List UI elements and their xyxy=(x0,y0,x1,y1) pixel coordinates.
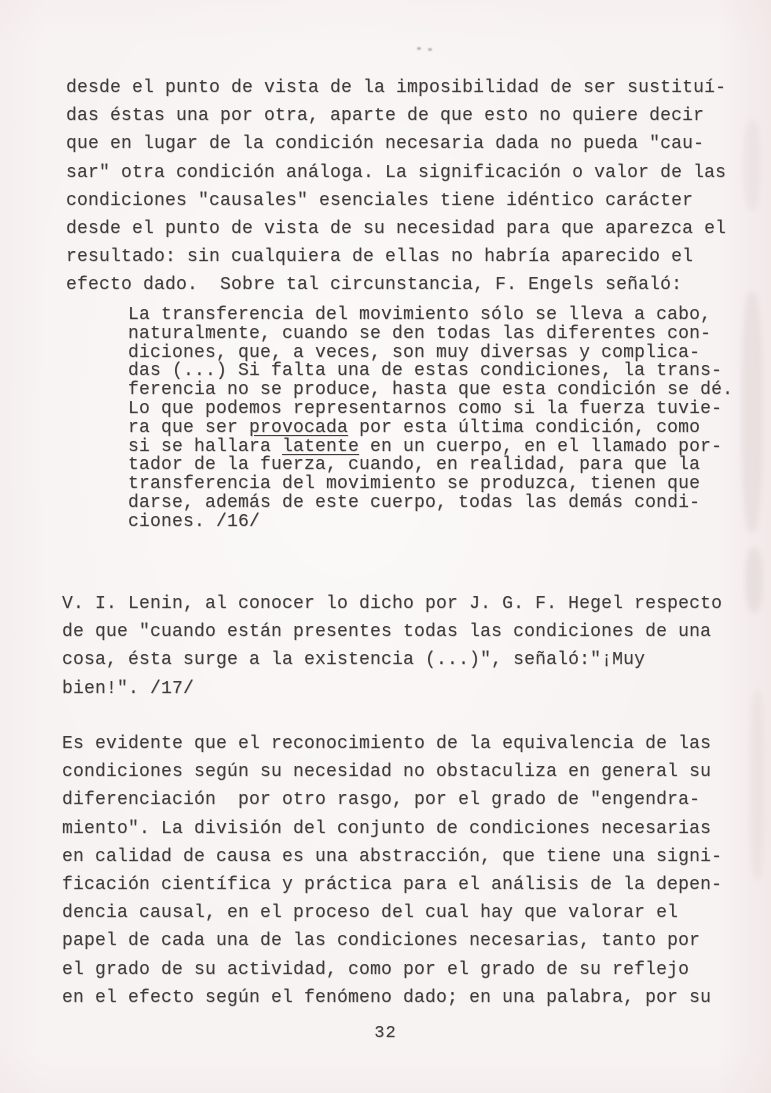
scan-bleedthrough-smudge xyxy=(750,690,764,880)
text-line: desde el punto de vista de su necesidad para que aparezca el xyxy=(66,218,727,239)
text-line: dencia causal, en el proceso del cual hay que valorar el xyxy=(62,903,679,924)
paragraph-intro xyxy=(66,74,726,300)
text-line: diferenciación por otro rasgo, por el grado de "engendra- xyxy=(62,790,701,811)
text-line: das (...) Si falta una de estas condiciones, la trans- xyxy=(128,361,723,382)
text-line: naturalmente, cuando se den todas las diferentes con- xyxy=(128,323,712,344)
engels-block-quote xyxy=(128,306,733,532)
text-line: de que "cuando están presentes todas las condiciones de una xyxy=(62,622,712,643)
text-line: sar" otra condición análoga. La significación o valor de las xyxy=(66,162,727,183)
text-line: ficación científica y práctica para el análisis de la depen- xyxy=(62,874,723,895)
text-line: resultado: sin cualquiera de ellas no habría aparecido el xyxy=(66,247,694,268)
scan-bleedthrough-smudge xyxy=(746,548,762,612)
text-line: cosa, ésta surge a la existencia (...)", señaló:"¡Muy xyxy=(62,650,646,671)
text-line: darse, además de este cuerpo, todas las demás condi- xyxy=(128,492,701,513)
text-line: das éstas una por otra, aparte de que esto no quiere decir xyxy=(66,106,705,127)
text-line: en calidad de causa es una abstracción, que tiene una signi- xyxy=(62,846,723,867)
paragraph-conclusion xyxy=(62,730,722,1012)
text-line: el grado de su actividad, como por el grado de su reflejo xyxy=(62,959,690,980)
text-line: desde el punto de vista de la imposibilidad de ser sustituí- xyxy=(66,78,727,98)
scan-speck xyxy=(417,47,421,50)
paragraph-lenin-hegel xyxy=(62,590,722,703)
text-line: condiciones "causales" esenciales tiene idéntico carácter xyxy=(66,190,694,211)
text-line: papel de cada una de las condiciones necesarias, tanto por xyxy=(62,931,701,952)
text-line: ferencia no se produce, hasta que esta condición se dé. xyxy=(128,380,734,401)
text-line: condiciones según su necesidad no obstaculiza en general su xyxy=(62,762,712,783)
text-line: Lo que podemos representarnos como si la fuerza tuvie- xyxy=(128,398,723,419)
page-number: 32 xyxy=(374,1024,397,1043)
text-line: diciones, que, a veces, son muy diversas y complica- xyxy=(128,342,701,363)
text-line: efecto dado. Sobre tal circunstancia, F. Engels señaló: xyxy=(66,275,683,296)
text-line: ra que ser provocada por esta última condición, como xyxy=(128,417,701,438)
text-line: ciones. /16/ xyxy=(128,511,261,532)
text-line: transferencia del movimiento se produzca, tienen que xyxy=(128,474,701,495)
text-line: Es evidente que el reconocimiento de la equivalencia de las xyxy=(62,734,712,754)
text-line: en el efecto según el fenómeno dado; en una palabra, por su xyxy=(62,987,712,1008)
scan-speck xyxy=(428,48,432,51)
text-line: tador de la fuerza, cuando, en realidad, para que la xyxy=(128,455,701,476)
text-line: que en lugar de la condición necesaria dada no pueda "cau- xyxy=(66,134,705,155)
text-line: si se hallara latente en un cuerpo, en el llamado por- xyxy=(128,436,723,457)
text-line: La transferencia del movimiento sólo se lleva a cabo, xyxy=(128,305,712,325)
text-line: bien!". /17/ xyxy=(62,678,195,699)
scan-bleedthrough-smudge xyxy=(744,120,760,210)
text-line: V. I. Lenin, al conocer lo dicho por J. G. F. Hegel respecto xyxy=(62,594,723,614)
scan-bleedthrough-smudge xyxy=(742,292,762,532)
text-line: miento". La división del conjunto de condiciones necesarias xyxy=(62,818,712,839)
